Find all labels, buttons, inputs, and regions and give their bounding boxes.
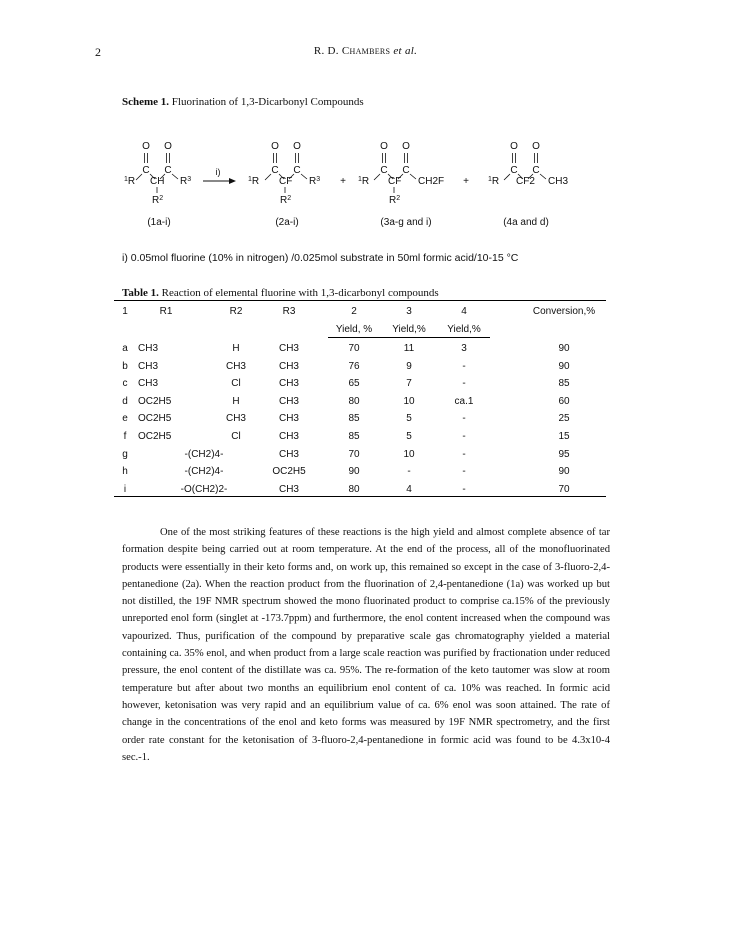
compound-1-r3-sup: 3 xyxy=(187,176,192,183)
cell-yield-2: 70 xyxy=(348,343,360,354)
svg-text:C: C xyxy=(532,165,540,176)
running-head-suffix: et al. xyxy=(393,45,418,57)
cell-yield-2: 65 xyxy=(348,378,360,390)
compound-3-caption: (3a-g and i) xyxy=(380,217,432,228)
cell-yield-3: 7 xyxy=(406,378,412,390)
compound-2-r2: R xyxy=(280,195,288,206)
cell-compound: h xyxy=(122,466,128,478)
results-table xyxy=(114,300,606,500)
cell-conversion: 90 xyxy=(558,360,570,372)
cell-r3: CH3 xyxy=(278,413,300,425)
cell-compound: f xyxy=(123,431,127,442)
svg-text:O: O xyxy=(142,141,150,152)
cell-r2: CH3 xyxy=(225,413,247,425)
page-number: 2 xyxy=(95,45,101,59)
compound-3-r1-sup: 1 xyxy=(358,176,362,183)
compound-3-r2: R xyxy=(389,195,397,206)
subheader-yield-2: Yield, % xyxy=(335,324,373,335)
cell-r2: Cl xyxy=(231,431,241,442)
cell-r1: CH3 xyxy=(138,378,159,390)
cell-conversion: 60 xyxy=(558,395,570,407)
cell-yield-2: 80 xyxy=(348,483,360,495)
cell-yield-2: 80 xyxy=(348,395,360,407)
cell-r3: CH3 xyxy=(278,395,300,407)
cell-yield-3: 11 xyxy=(403,343,415,354)
compound-1-r3: R xyxy=(180,176,188,187)
compound-3-structure xyxy=(358,141,444,228)
cell-conversion: 25 xyxy=(558,413,570,425)
table-title: Reaction of elemental fluorine with 1,3-dicarbonyl compounds xyxy=(161,287,439,299)
compound-1-r1-sup: 1 xyxy=(124,176,128,183)
col-header-compound: 1 xyxy=(122,306,128,317)
cell-r2: Cl xyxy=(231,378,241,390)
body-paragraph: One of the most striking features of these reactions is the high yield and almost complete absence of tar formation despite being carried out at room temperature. At the end of the process, all of the monofluorinated products were essentially in their keto forms and, on work up, this remained so except in the case of 3-fluoro-2,4-pentanedione (2a). When the reaction product from the fluorination of 2,4-pentanedione (1a) was worked up but not distilled, the 19F NMR spectrum showed the mono fluorinated product to comprise ca.15% of the previously unreported enol form (singlet at -173.7ppm) and furthermore, the enol content increased when the compound was vapourized. Thus, purification of the compound by preparative scale gas chromatography yielded a material containing ca. 35% enol, and when product from a large scale reaction was purified by fractionation under reduced pressure, the enol content of the distillate was ca. 95%. The re-formation of the keto tautomer was slow at room temperature but after about two months an equilibrium enol content of ca. 10% was reached. In formic acid however, ketonisation was very rapid and an equilibrium value of ca. 6% enol was soon attained. The rate of change in the concentrations of the enol and keto forms was measured by 19F NMR spectrometry, and the first order rate constant for the ketonisation of 3-fluoro-2,4-pentanedione in formic acid was found to be 4.3x10-4 sec.-1. xyxy=(122,527,610,763)
cell-yield-4: - xyxy=(462,448,466,460)
table-rule-top xyxy=(114,300,606,301)
cell-r3: OC2H5 xyxy=(272,466,306,478)
svg-text:1R xyxy=(358,176,369,187)
cell-yield-4: 3 xyxy=(461,343,467,354)
compound-4-caption: (4a and d) xyxy=(503,217,549,228)
svg-text:C: C xyxy=(380,165,388,176)
cell-yield-3: 5 xyxy=(406,431,412,442)
compound-1-caption: (1a-i) xyxy=(147,217,171,228)
col-header-3: 3 xyxy=(406,306,412,317)
svg-text:C: C xyxy=(510,165,518,176)
svg-text:R3 xyxy=(309,176,320,187)
cell-compound: d xyxy=(122,395,128,407)
svg-text:O: O xyxy=(271,141,279,152)
cell-conversion: 70 xyxy=(558,483,570,495)
cell-conversion: 90 xyxy=(558,343,570,354)
cell-yield-2: 85 xyxy=(348,431,360,442)
cell-conversion: 90 xyxy=(558,466,570,478)
cell-r1: OC2H5 xyxy=(138,413,172,425)
compound-4-r3: CH3 xyxy=(548,176,569,187)
cell-yield-4: - xyxy=(462,466,466,478)
cell-compound: g xyxy=(122,448,128,460)
cell-yield-4: - xyxy=(462,431,466,442)
svg-text:C: C xyxy=(402,165,410,176)
cell-yield-3: 9 xyxy=(406,360,412,372)
cell-r3: CH3 xyxy=(278,360,300,372)
compound-3-r2-sup: 2 xyxy=(396,195,401,202)
compound-1-r2-sup: 2 xyxy=(159,195,164,202)
svg-text:C: C xyxy=(271,165,279,176)
cell-compound: a xyxy=(122,343,128,354)
compound-2-structure xyxy=(248,141,320,228)
cell-yield-3: 10 xyxy=(403,448,415,460)
subheader-yield-4: Yield,% xyxy=(447,324,481,335)
table-rule-yield xyxy=(328,337,490,338)
cell-conversion: 95 xyxy=(558,448,570,460)
cell-yield-3: 5 xyxy=(406,413,412,425)
cell-r1-r2-bridge: -(CH2)4- xyxy=(184,466,224,478)
svg-text:R2 xyxy=(152,195,163,206)
scheme-conditions-note: i) 0.05mol fluorine (10% in nitrogen) /0.025mol substrate in 50ml formic acid/10-15 °C xyxy=(122,252,519,264)
svg-text:1R xyxy=(248,176,259,187)
compound-2-r1: R xyxy=(251,176,260,187)
running-head xyxy=(0,45,731,57)
cell-r2: H xyxy=(232,343,240,354)
cell-r2: CH3 xyxy=(225,360,247,372)
col-header-r3: R3 xyxy=(282,306,296,317)
svg-text:O: O xyxy=(402,141,410,152)
cell-r1: CH3 xyxy=(138,360,159,372)
cell-yield-4: ca.1 xyxy=(454,395,474,407)
running-head-author: R. D. Chambers xyxy=(313,45,391,57)
col-header-r2: R2 xyxy=(229,306,243,317)
compound-2-caption: (2a-i) xyxy=(275,217,299,228)
cell-r1-r2-bridge: -O(CH2)2- xyxy=(180,483,228,495)
plus-sign-2: + xyxy=(463,176,469,187)
reaction-scheme xyxy=(0,120,731,245)
svg-text:O: O xyxy=(293,141,301,152)
compound-2-center: CF xyxy=(279,176,293,187)
subheader-yield-3: Yield,% xyxy=(392,324,426,335)
col-header-4: 4 xyxy=(461,306,467,317)
cell-conversion: 85 xyxy=(558,378,570,390)
cell-conversion: 15 xyxy=(558,431,570,442)
cell-r3: CH3 xyxy=(278,343,300,354)
body-text xyxy=(122,524,610,766)
compound-2-r1-sup: 1 xyxy=(248,176,252,183)
cell-yield-4: - xyxy=(462,483,466,495)
svg-text:O: O xyxy=(510,141,518,152)
cell-yield-4: - xyxy=(462,413,466,425)
cell-r2: H xyxy=(232,395,240,407)
scheme-title: Fluorination of 1,3-Dicarbonyl Compounds xyxy=(171,96,364,108)
svg-text:R2 xyxy=(280,195,291,206)
compound-1-center: CH xyxy=(150,176,165,187)
cell-yield-2: 76 xyxy=(348,360,360,372)
cell-compound: i xyxy=(123,483,127,495)
cell-r1-r2-bridge: -(CH2)4- xyxy=(184,448,224,460)
svg-text:C: C xyxy=(293,165,301,176)
scheme-label: Scheme 1. xyxy=(122,96,170,108)
cell-yield-3: 10 xyxy=(403,395,415,407)
cell-r1: CH3 xyxy=(138,343,159,354)
cell-r3: CH3 xyxy=(278,483,300,495)
compound-4-center: CF2 xyxy=(516,176,535,187)
compound-3-r1: R xyxy=(361,176,370,187)
cell-r1: OC2H5 xyxy=(138,431,172,442)
cell-compound: e xyxy=(122,413,128,425)
col-header-2: 2 xyxy=(351,306,357,317)
compound-2-r3: R xyxy=(309,176,317,187)
compound-4-structure xyxy=(488,141,568,228)
cell-yield-4: - xyxy=(462,360,466,372)
compound-2-r2-sup: 2 xyxy=(287,195,292,202)
svg-text:O: O xyxy=(164,141,172,152)
svg-text:C: C xyxy=(142,165,150,176)
compound-1-r2: R xyxy=(152,195,160,206)
table-rule-bottom xyxy=(114,496,606,497)
table-caption xyxy=(122,287,439,299)
cell-yield-2: 90 xyxy=(348,466,360,478)
compound-4-r1: R xyxy=(491,176,500,187)
svg-text:1R xyxy=(488,176,499,187)
cell-r3: CH3 xyxy=(278,378,300,390)
col-header-r1: R1 xyxy=(159,306,173,317)
svg-text:O: O xyxy=(380,141,388,152)
compound-3-r3: CH2F xyxy=(418,176,445,187)
svg-text:C: C xyxy=(164,165,172,176)
cell-r1: OC2H5 xyxy=(138,395,172,407)
svg-text:R2 xyxy=(389,195,400,206)
cell-yield-3: 4 xyxy=(406,483,412,495)
cell-yield-3: - xyxy=(407,466,411,478)
scheme-caption xyxy=(122,96,364,108)
cell-r3: CH3 xyxy=(278,448,300,460)
cell-r3: CH3 xyxy=(278,431,300,442)
cell-compound: c xyxy=(122,378,128,390)
arrow-label: i) xyxy=(215,167,221,177)
compound-3-center: CF xyxy=(388,176,402,187)
reaction-arrow xyxy=(203,167,236,184)
col-header-conversion: Conversion,% xyxy=(532,306,596,317)
compound-1-r1: R xyxy=(127,176,136,187)
cell-compound: b xyxy=(122,360,128,372)
compound-2-r3-sup: 3 xyxy=(316,176,321,183)
svg-text:O: O xyxy=(532,141,540,152)
cell-yield-2: 85 xyxy=(348,413,360,425)
svg-text:1R xyxy=(124,176,135,187)
svg-text:R3 xyxy=(180,176,191,187)
plus-sign-1: + xyxy=(340,176,346,187)
cell-yield-2: 70 xyxy=(348,448,360,460)
compound-4-r1-sup: 1 xyxy=(488,176,492,183)
compound-1-structure xyxy=(124,141,191,228)
cell-yield-4: - xyxy=(462,378,466,390)
table-label: Table 1. xyxy=(122,287,159,299)
